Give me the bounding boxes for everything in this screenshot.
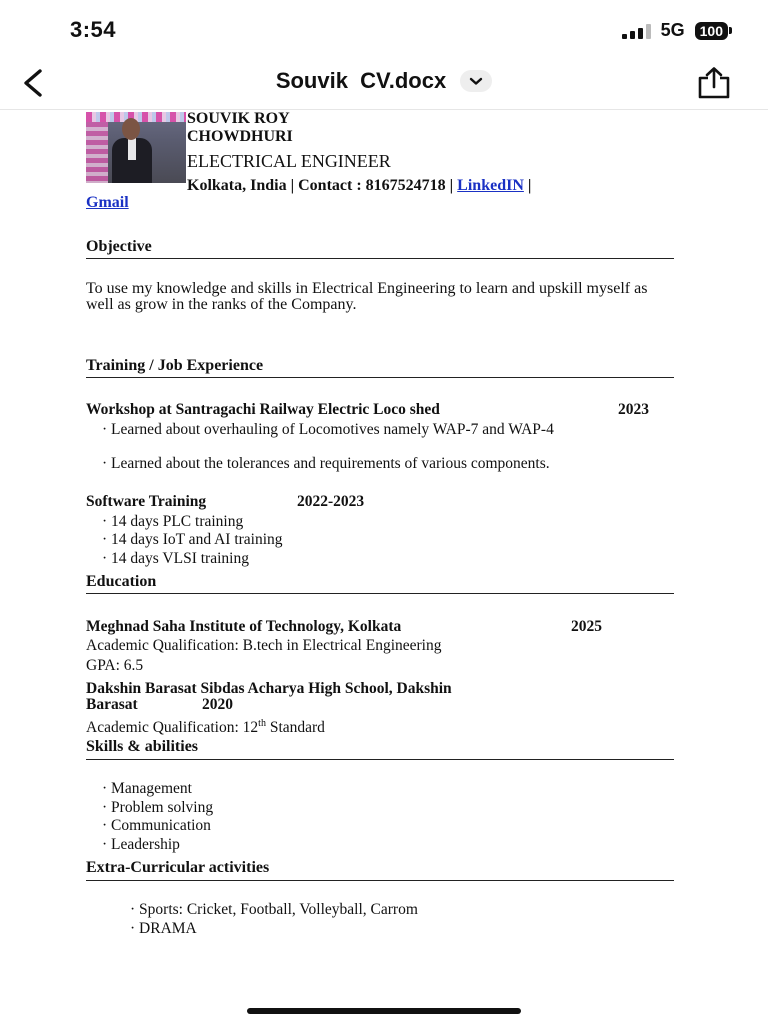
college-year: 2025 <box>571 618 602 635</box>
share-icon <box>695 66 733 100</box>
objective-heading: Objective <box>86 238 152 255</box>
nav-bar <box>0 60 768 110</box>
list-item: · 14 days PLC training <box>102 513 244 530</box>
battery-icon <box>695 22 732 40</box>
school-name-cont: Barasat <box>86 696 138 713</box>
title-menu-button[interactable] <box>460 70 492 92</box>
contact-separator: | <box>523 177 532 194</box>
objective-text: To use my knowledge and skills in Electrical Engineering to learn and upskill myself as well as grow in the ranks of the Company. <box>86 280 648 313</box>
list-item: · 14 days IoT and AI training <box>102 531 283 548</box>
gmail-link[interactable]: Gmail <box>86 194 129 211</box>
list-item: · Leadership <box>102 836 180 853</box>
school-year: 2020 <box>202 696 233 713</box>
workshop-year: 2023 <box>618 401 649 418</box>
document-title[interactable]: Souvik CV.docx <box>275 68 447 93</box>
list-item: · DRAMA <box>130 920 197 937</box>
college-name: Meghnad Saha Institute of Technology, Kolkata <box>86 618 402 635</box>
gpa: GPA: 6.5 <box>86 657 144 674</box>
education-heading: Education <box>86 573 157 590</box>
school-qualification: Academic Qualification: 12th Standard <box>86 718 325 737</box>
experience-heading: Training / Job Experience <box>86 357 264 374</box>
list-item: · Communication <box>102 817 211 834</box>
list-item: · Sports: Cricket, Football, Volleyball, Carrom <box>130 901 418 918</box>
list-item: · 14 days VLSI training <box>102 550 249 567</box>
contact-line <box>187 176 531 196</box>
title-group[interactable] <box>0 68 768 94</box>
list-item: · Learned about the tolerances and requirements of various components. <box>102 455 550 472</box>
linkedin-link[interactable]: LinkedIN <box>457 177 524 194</box>
extracurricular-heading: Extra-Curricular activities <box>86 859 270 876</box>
status-bar <box>0 0 768 60</box>
college-qualification: Academic Qualification: B.tech in Electrical Engineering <box>86 637 442 654</box>
list-item: · Problem solving <box>102 799 214 816</box>
software-title: Software Training <box>86 493 207 510</box>
objective-divider <box>86 258 674 259</box>
home-indicator[interactable] <box>247 1008 521 1014</box>
school-name: Dakshin Barasat Sibdas Acharya High School, Dakshin <box>86 680 452 697</box>
list-item: · Management <box>102 780 192 797</box>
status-indicators <box>622 20 732 41</box>
extracurricular-divider <box>86 880 674 881</box>
skills-heading: Skills & abilities <box>86 738 199 755</box>
share-button[interactable] <box>694 64 734 102</box>
signal-icon <box>622 23 651 39</box>
workshop-title: Workshop at Santragachi Railway Electric Loco shed <box>86 401 440 418</box>
candidate-role: ELECTRICAL ENGINEER <box>187 151 391 171</box>
list-item: · Learned about overhauling of Locomotives namely WAP-7 and WAP-4 <box>102 421 554 438</box>
candidate-name: SOUVIK ROY CHOWDHURI <box>187 110 293 145</box>
contact-text: Kolkata, India | Contact : 8167524718 | <box>187 177 458 194</box>
skills-divider <box>86 759 674 760</box>
software-years: 2022-2023 <box>297 493 365 510</box>
profile-photo <box>86 112 186 183</box>
battery-level: 100 <box>695 22 728 40</box>
status-time: 3:54 <box>70 17 117 42</box>
network-label: 5G <box>660 20 685 40</box>
experience-divider <box>86 377 674 378</box>
chevron-down-icon <box>469 77 483 86</box>
document-page <box>0 110 768 1000</box>
education-divider <box>86 593 674 594</box>
